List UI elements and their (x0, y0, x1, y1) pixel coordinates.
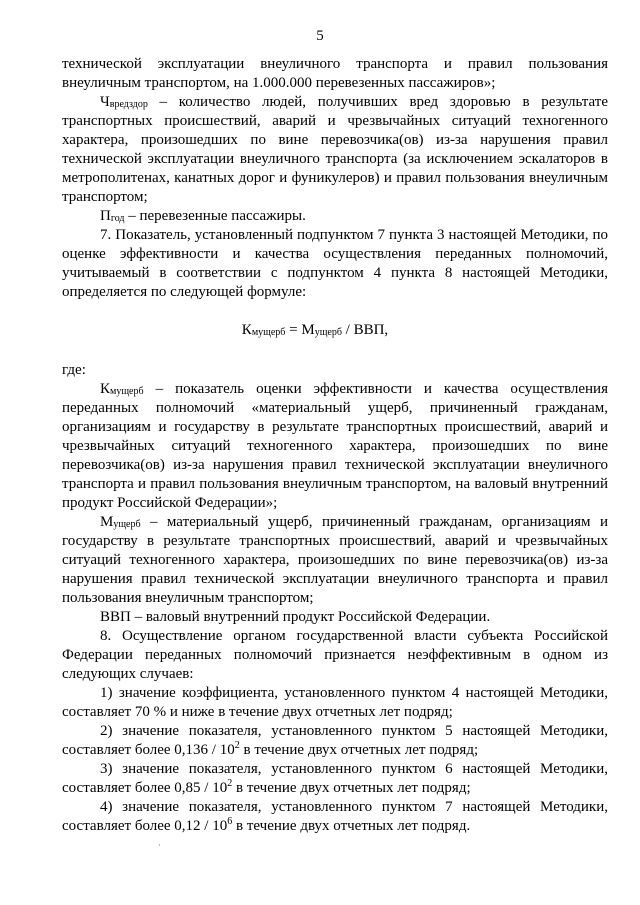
k-text: – показатель оценки эффективности и качества осуществления переданных полномочий «материальный ущерб, причиненный гражданам, организациям и государству в результате транспортных происшествий, аварий и чрезвычайных ситуаций техногенного характера, произошедших по вине перевозчика(ов) из-за нарушения правил технической эксплуатации внеуличного транспорта и правил пользования внеуличным транспортом, на валовый внутренний продукт Российской Федерации»; (62, 381, 608, 511)
harm-subscript: вредздор (109, 99, 148, 110)
list-item-1: 1) значение коэффициента, установленного пунктом 4 настоящей Методики, составляет 70 % и ниже в течение двух отчетных лет подряд; (62, 685, 608, 720)
passengers-definition (62, 207, 608, 226)
item-3-tail: в течение двух отчетных лет подряд; (232, 780, 471, 796)
list-item-3 (62, 760, 608, 798)
item-4-text: 4) значение показателя, установленного пунктом 7 настоящей Методики, составляет более 0,12 / 10 (62, 799, 608, 834)
item-4-tail: в течение двух отчетных лет подряд. (232, 818, 471, 834)
formula (62, 321, 608, 340)
pass-subscript: год (110, 213, 125, 224)
paragraph-7: 7. Показатель, установленный подпунктом 7 пункта 3 настоящей Методики, по оценке эффективности и качества осуществления переданных полномочий, учитываемый в соответствии с подпунктом 4 пункта 8 настоящей Методики, определяется по следующей формуле: (62, 227, 608, 300)
m-text: – материальный ущерб, причиненный гражданам, организациям и государству в результате транспортных происшествий, аварий и чрезвычайных ситуаций техногенного характера, произошедших по вине перевозчика(ов) из-за нарушения правил технической эксплуатации внеуличного транспорта и правил пользования внеуличным транспортом; (62, 514, 608, 606)
k-definition (62, 380, 608, 513)
harm-text: – количество людей, получивших вред здоровью в результате транспортных происшествий, аварий и чрезвычайных ситуаций техногенного характера, произошедших по вине перевозчика(ов) из-за нарушения правил технической эксплуатации внеуличного транспорта (за исключением эскалаторов в метрополитенах, канатных дорог и фуникулеров) и правил пользования внеуличным транспортом; (62, 94, 608, 205)
m-definition (62, 513, 608, 608)
item-3-exponent: 2 (227, 778, 233, 789)
page-number: 5 (316, 28, 324, 44)
pass-text: – перевезенные пассажиры. (124, 208, 306, 224)
item-2-exponent: 2 (234, 740, 240, 751)
scan-speck: · (158, 841, 161, 850)
paragraph-8: 8. Осуществление органом государственной власти субъекта Российской Федерации переданных полномочий признается неэффективным в одном из следующих случаев: (62, 628, 608, 682)
top-text: технической эксплуатации внеуличного транспорта и правил пользования внеуличным транспортом, на 1.000.000 перевезенных пассажиров»; (62, 56, 608, 91)
m-symbol: М (100, 514, 114, 530)
item-4-exponent: 6 (227, 816, 233, 827)
item-2-text: 2) значение показателя, установленного пунктом 5 настоящей Методики, составляет более 0,136 / 10 (62, 723, 608, 758)
document-body (62, 55, 608, 836)
formula-rest: / ВВП, (341, 322, 389, 338)
formula-equals: = (285, 322, 302, 338)
pass-symbol: П (100, 208, 111, 224)
harm-definition (62, 93, 608, 207)
list-item-4 (62, 798, 608, 836)
harm-symbol: Ч (100, 94, 110, 110)
formula-m-sub: ущерб (314, 327, 342, 338)
list-item-2 (62, 722, 608, 760)
k-subscript: мущерб (110, 386, 144, 397)
item-3-text: 3) значение показателя, установленного пунктом 6 настоящей Методики, составляет более 0,85 / 10 (62, 761, 608, 796)
formula-k-sub: мущерб (251, 327, 286, 338)
where-label: где: (62, 362, 86, 378)
m-subscript: ущерб (113, 519, 141, 530)
item-2-tail: в течение двух отчетных лет подряд; (239, 742, 479, 758)
formula-m: М (301, 322, 315, 338)
vvp-definition: ВВП – валовый внутренний продукт Российской Федерации. (100, 609, 491, 625)
k-symbol: К (100, 381, 111, 397)
formula-k: К (241, 322, 252, 338)
